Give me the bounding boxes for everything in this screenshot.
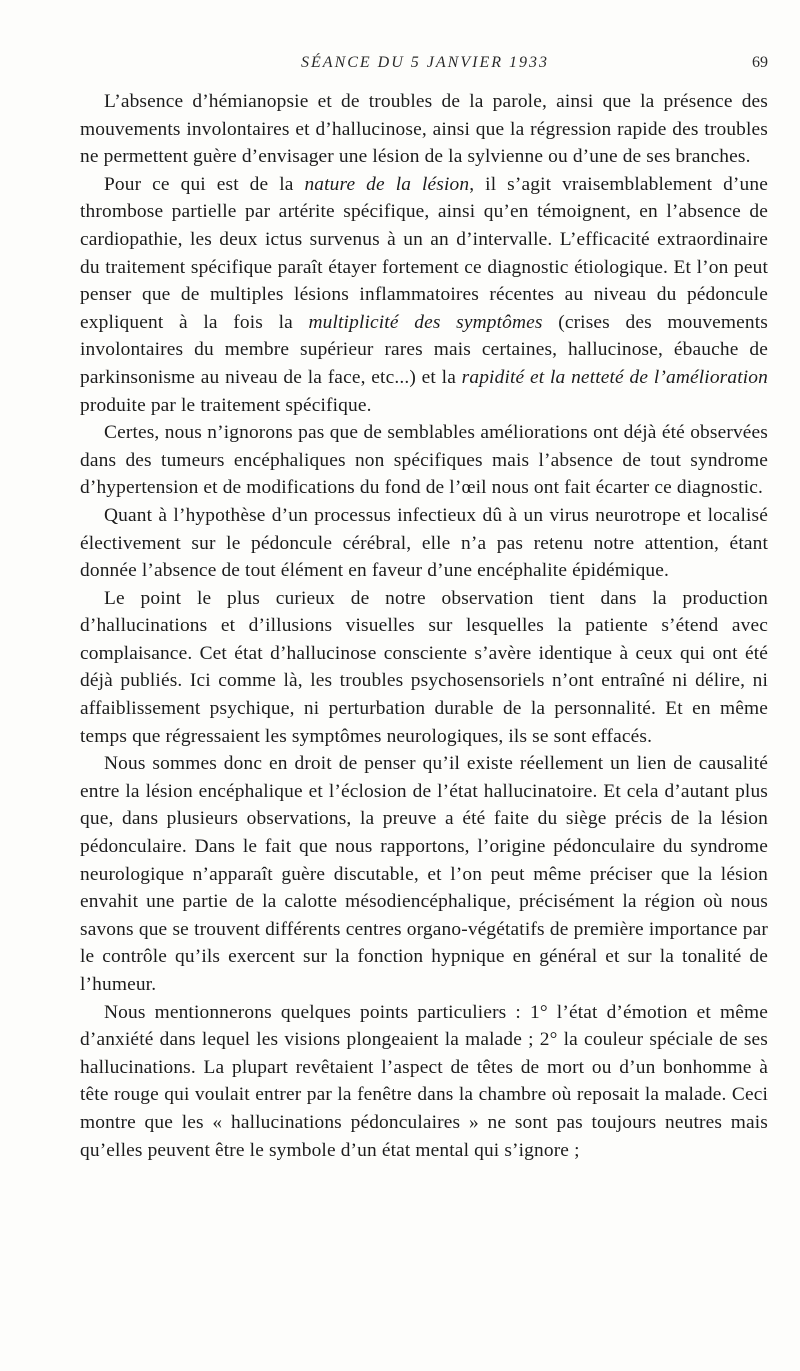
text-run: Quant à l’hypothèse d’un processus infectieux dû à un virus neurotrope et localisé électivement sur le pédoncule cérébral, elle n’a pas retenu notre attention, étant donnée l’absence de tout élément en faveur d’une encéphalite épidémique. <box>80 504 768 582</box>
italic-phrase: nature de la lésion <box>304 173 470 195</box>
page-number: 69 <box>752 54 768 71</box>
text-run: Nous sommes donc en droit de penser qu’il existe réellement un lien de causalité entre la lésion encéphalique et l’éclosion de l’état hallucinatoire. Et cela d’autant plus que, dans plusieurs observations, la preuve a été faite du siège précis de la lésion pédonculaire. Dans le fait que nous rapportons, l’origine pédonculaire du syndrome neurologique n’apparaît guère discutable, et l’on peut même préciser que la lésion envahit une partie de la calotte mésodiencéphalique, précisément la région où nous savons que se trouvent différents centres organo-végétatifs de première importance par le contrôle qu’ils exercent sur la fonction hypnique en général et sur la tonalité de l’humeur. <box>80 753 768 995</box>
text-run: L’absence d’hémianopsie et de troubles de la parole, ainsi que la présence des mouvements involontaires et d’hallucinose, ainsi que la régression rapide des troubles ne permettent guère d’envisager une lésion de la sylvienne ou d’une de ses branches. <box>80 91 768 168</box>
paragraph <box>80 502 768 585</box>
paragraph <box>80 419 768 502</box>
italic-phrase: rapidité et la netteté de l’amélioration <box>461 366 768 388</box>
paragraph <box>80 88 768 171</box>
running-title: SÉANCE DU 5 JANVIER 1933 <box>301 54 549 71</box>
paragraph <box>80 999 768 1165</box>
text-run: Nous mentionnerons quelques points particuliers : 1° l’état d’émotion et même d’anxiété dans lequel les visions plongeaient la malade ; 2° la couleur spéciale de ses hallucinations. La plupart revêtaient l’aspect de têtes de mort ou d’un bonhomme à tête rouge qui voulait entrer par la fenêtre dans la chambre où reposait la malade. Ceci montre que les « hallucinations pédonculaires » ne sont pas toujours neutres mais qu’elles peuvent être le symbole d’un état mental qui s’ignore ; <box>80 1001 768 1161</box>
paragraph <box>80 171 768 419</box>
text-run: (crises des mouvements involontaires du membre supérieur rares mais certaines, hallucinose, ébauche de parkinsonisme au niveau de la face, etc...) et la <box>80 311 768 388</box>
text-run: Certes, nous n’ignorons pas que de semblables améliorations ont déjà été observées dans des tumeurs encéphaliques non spécifiques mais l’absence de tout syndrome d’hypertension et de modifications du fond de l’œil nous ont fait écarter ce diagnostic. <box>80 422 768 499</box>
paragraph <box>80 585 768 751</box>
text-run: Le point le plus curieux de notre observation tient dans la production d’hallucinations et d’illusions visuelles sur lesquelles la patiente s’étend avec complaisance. Cet état d’hallucinose consciente s’avère identique à ceux qui ont été déjà publiés. Ici comme là, les troubles psychosensoriels n’ont entraîné ni délire, ni affaiblissement psychique, ni perturbation durable de la personnalité. Et en même temps que régressaient les symptômes neurologiques, ils se sont effacés. <box>80 587 768 747</box>
italic-phrase: multiplicité des symptômes <box>308 311 543 333</box>
text-run: , il s’agit vraisemblablement d’une thrombose partielle par artérite spécifique, ainsi qu’en témoignent, en l’absence de cardiopathie, les deux ictus survenus à un an d’intervalle. L’efficacité extraordinaire du traitement spécifique paraît étayer fortement ce diagnostic étiologique. Et l’on peut penser que de multiples lésions inflammatoires récentes au niveau du pédoncule expliquent à la fois la <box>80 173 768 333</box>
body-text <box>80 88 768 1164</box>
running-head <box>82 54 768 78</box>
paragraph <box>80 750 768 998</box>
text-run: produite par le traitement spécifique. <box>80 394 372 416</box>
text-run: Pour ce qui est de la <box>104 173 305 195</box>
